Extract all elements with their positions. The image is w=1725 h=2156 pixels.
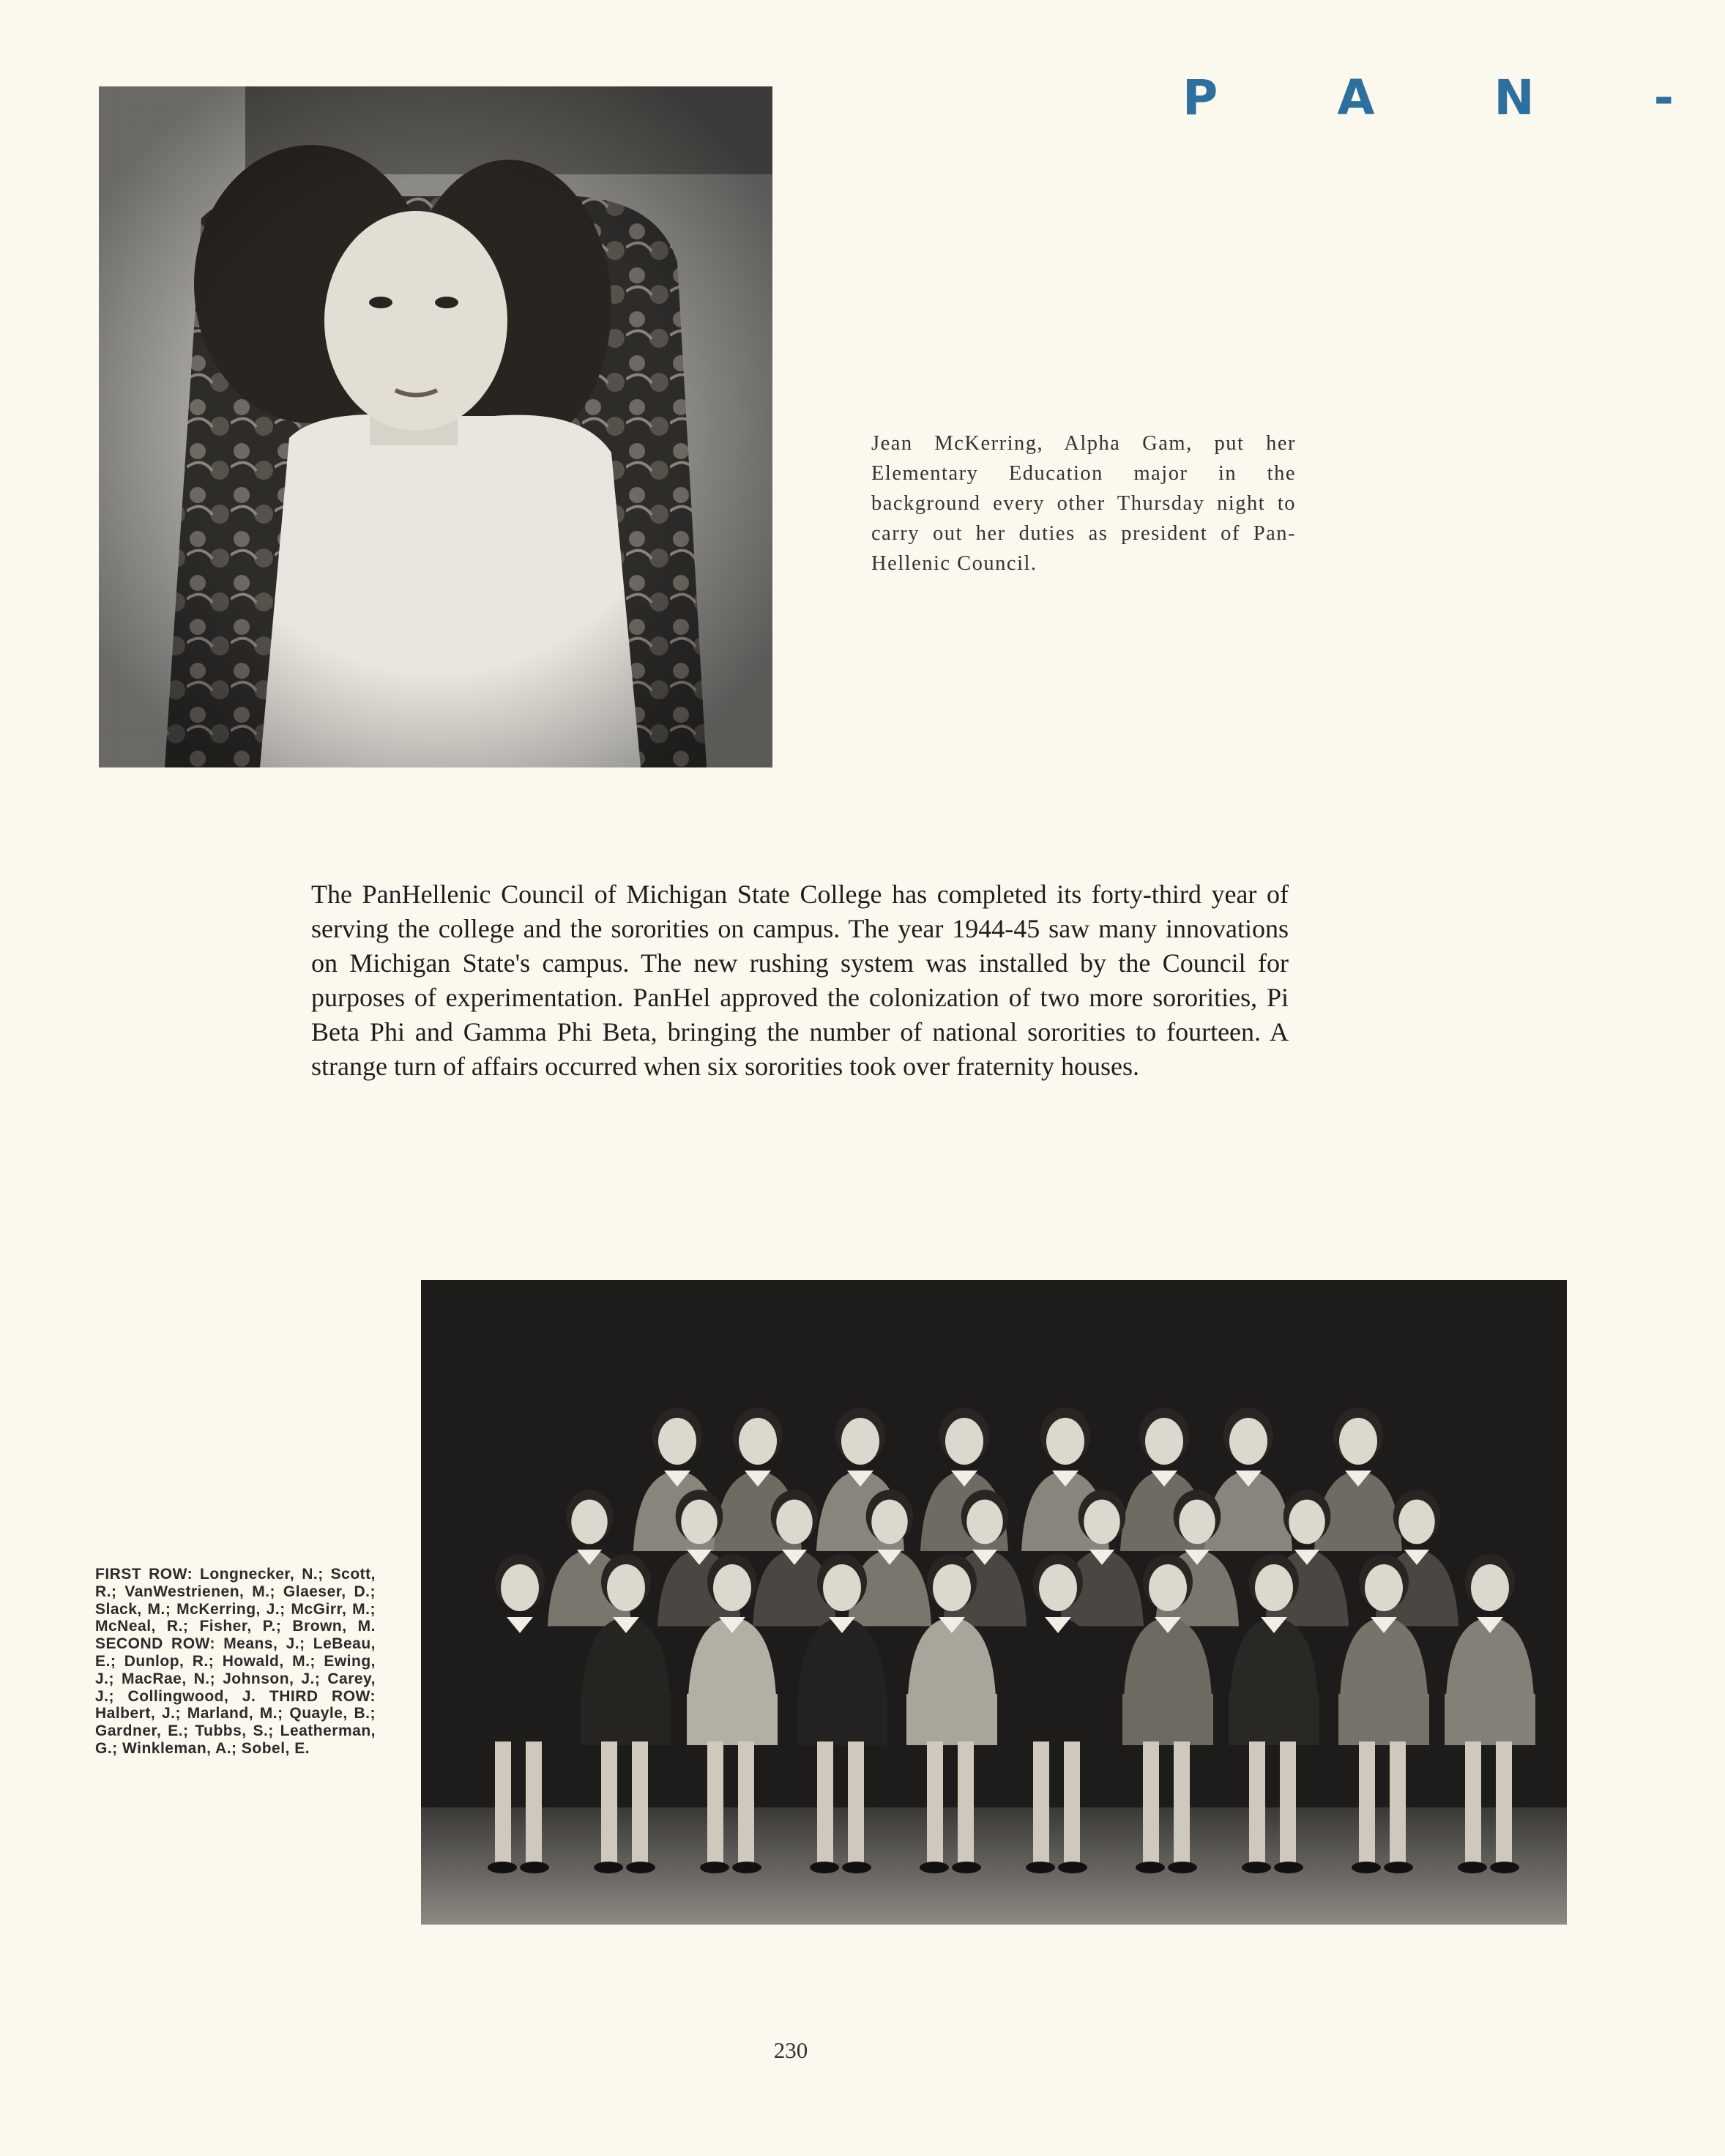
roster-caption: FIRST ROW: Longnecker, N.; Scott, R.; VanWestrienen, M.; Glaeser, D.; Slack, M.; McKerring, J.; McGirr, M.; McNeal, R.; Fisher, P.; Brown, M. SECOND ROW: Means, J.; LeBeau, E.; Dunlop, R.; Howald, M.; Ewing, J.; MacRae, N.; Johnson, J.; Carey, J.; Collingwood, J. THIRD ROW: Halbert, J.; Marland, M.; Quayle, B.; Gardner, E.; Tubbs, S.; Leatherman, G.; Winkleman, A.; Sobel, E. (95, 1566, 376, 1757)
portrait-photo (99, 86, 772, 767)
group-photo (421, 1280, 1567, 1925)
section-heading: P A N - (1182, 70, 1725, 126)
portrait-caption: Jean McKerring, Alpha Gam, put her Elementary Education major in the background every other Thursday night to carry out her duties as president of Pan-Hellenic Council. (871, 432, 1296, 575)
page-number: 230 (773, 2037, 808, 2063)
article-body: The PanHellenic Council of Michigan State College has completed its forty-third year of serving the college and the sororities on campus. The year 1944-45 saw many innovations on Michigan State's campus. The new rushing system was installed by the Council for purposes of experimentation. PanHel approved the colonization of two more sororities, Pi Beta Phi and Gamma Phi Beta, bringing the number of national sororities to fourteen. A strange turn of affairs occurred when six sororities took over fraternity houses. (311, 880, 1289, 1081)
